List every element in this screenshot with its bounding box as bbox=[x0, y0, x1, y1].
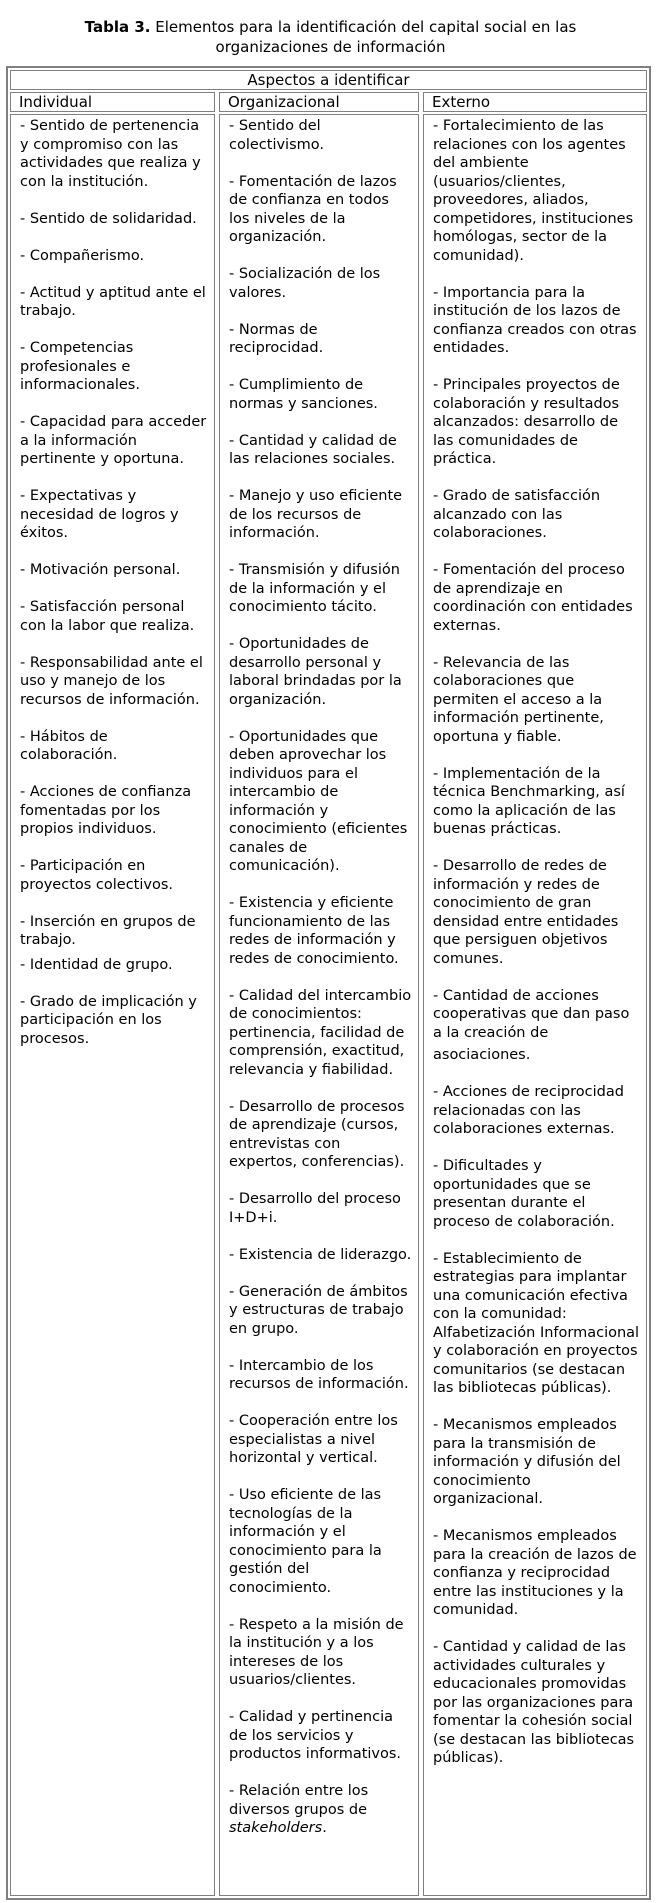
list-item: - Sentido de pertenencia y compromiso con las actividades que realiza y con la institución. bbox=[20, 118, 201, 190]
list-item: - Grado de satisfacción alcanzado con las colaboraciones. bbox=[433, 488, 601, 541]
list-item: - Participación en proyectos colectivos. bbox=[20, 858, 174, 893]
list-item: - Cantidad y calidad de las actividades culturales y educacionales promovidas por las organizaciones para fomentar la cohesión social (se destacan las bibliotecas públicas). bbox=[433, 1639, 635, 1766]
list-item: - Calidad del intercambio de conocimientos: pertinencia, facilidad de comprensión, exactitud, relevancia y fiabilidad. bbox=[229, 987, 412, 1078]
list-item bbox=[229, 1782, 412, 1838]
list-item: - Hábitos de colaboración. bbox=[20, 728, 118, 763]
list-item: - Grado de implicación y participación en los procesos. bbox=[20, 993, 197, 1047]
list-item: - Mecanismos empleados para la transmisión de información y difusión del conocimiento organizacional. bbox=[433, 1417, 621, 1507]
list-item: asociaciones. bbox=[433, 1047, 531, 1063]
list-item: - Fortalecimiento de las relaciones con los agentes del ambiente (usuarios/clientes, proveedores, aliados, competidores, instituciones homólogas, sector de la comunidad). bbox=[433, 118, 634, 264]
column-header-individual: Individual bbox=[10, 92, 215, 112]
list-item: - Cooperación entre los especialistas a nivel horizontal y vertical. bbox=[229, 1413, 398, 1466]
column-individual bbox=[10, 114, 215, 1896]
column-organizacional bbox=[219, 114, 419, 1896]
list-item: - Existencia de liderazgo. bbox=[229, 1246, 412, 1263]
list-item: - Cantidad de acciones cooperativas que dan paso a la creación de bbox=[433, 987, 630, 1041]
list-item: - Sentido del colectivismo. bbox=[229, 118, 324, 153]
table-caption bbox=[0, 0, 661, 57]
list-item: - Establecimiento de estrategias para implantar una comunicación efectiva con la comunidad: Alfabetización Informacional y colaboración en proyectos comunitarios (se destacan las bibliotecas públicas). bbox=[433, 1250, 640, 1396]
list-item-italic: stakeholders bbox=[229, 1820, 323, 1836]
list-item: - Actitud y aptitud ante el trabajo. bbox=[20, 284, 206, 319]
list-item: - Existencia y eficiente funcionamiento de las redes de información y redes de conocimiento. bbox=[229, 895, 399, 967]
list-item: - Cumplimiento de normas y sanciones. bbox=[229, 377, 378, 412]
column-header-organizacional: Organizacional bbox=[219, 92, 419, 112]
list-item: - Oportunidades de desarrollo personal y laboral brindadas por la organización. bbox=[229, 636, 402, 708]
caption-title-2: organizaciones de información bbox=[215, 38, 446, 56]
list-item: - Fomentación de lazos de confianza en todos los niveles de la organización. bbox=[229, 173, 397, 245]
list-item: - Manejo y uso eficiente de los recursos de información. bbox=[229, 488, 403, 541]
list-item: - Capacidad para acceder a la información pertinente y oportuna. bbox=[20, 414, 207, 467]
list-item: - Desarrollo de redes de información y redes de conocimiento de gran densidad entre entidades que persiguen objetivos comunes. bbox=[433, 858, 619, 967]
list-item: - Cantidad y calidad de las relaciones sociales. bbox=[229, 432, 397, 467]
capital-social-table bbox=[6, 66, 651, 1900]
list-item: - Principales proyectos de colaboración y resultados alcanzados: desarrollo de las comunidades de práctica. bbox=[433, 377, 620, 467]
list-item: - Identidad de grupo. bbox=[20, 956, 173, 973]
list-item: - Expectativas y necesidad de logros y éxitos. bbox=[20, 488, 179, 541]
caption-title-1: Elementos para la identificación del capital social en las bbox=[155, 18, 577, 36]
caption-line-1 bbox=[0, 17, 661, 37]
list-item: - Importancia para la institución de los lazos de confianza creados con otras entidades. bbox=[433, 284, 637, 356]
list-item: - Oportunidades que deben aprovechar los individuos para el intercambio de información y conocimiento (eficientes canales de comunicación). bbox=[229, 728, 408, 874]
list-item: - Normas de reciprocidad. bbox=[229, 321, 324, 356]
list-item: - Competencias profesionales e informacionales. bbox=[20, 340, 140, 393]
list-item: - Desarrollo del proceso I+D+i. bbox=[229, 1191, 401, 1226]
list-item: - Generación de ámbitos y estructuras de trabajo en grupo. bbox=[229, 1283, 408, 1337]
list-item: - Responsabilidad ante el uso y manejo de los recursos de información. bbox=[20, 654, 203, 708]
list-item: - Calidad y pertinencia de los servicios y productos informativos. bbox=[229, 1709, 402, 1762]
table-header: Aspectos a identificar bbox=[10, 70, 647, 90]
column-header-externo: Externo bbox=[423, 92, 647, 112]
list-item: - Mecanismos empleados para la creación de lazos de confianza y reciprocidad entre las instituciones y la comunidad. bbox=[433, 1528, 637, 1618]
list-item: - Inserción en grupos de trabajo. bbox=[20, 913, 196, 948]
list-item: - Transmisión y difusión de la información y el conocimiento tácito. bbox=[229, 562, 400, 615]
list-item: - Fomentación del proceso de aprendizaje en coordinación con entidades externas. bbox=[433, 562, 633, 634]
list-item: - Dificultades y oportunidades que se presentan durante el proceso de colaboración. bbox=[433, 1158, 615, 1230]
list-item: - Compañerismo. bbox=[20, 247, 145, 264]
list-item: - Relevancia de las colaboraciones que permiten el acceso a la información pertinente, oportuna y fiable. bbox=[433, 654, 604, 745]
list-item-text: - Relación entre los diversos grupos de bbox=[229, 1783, 369, 1818]
list-item: - Acciones de confianza fomentadas por los propios individuos. bbox=[20, 784, 192, 837]
list-item: - Satisfacción personal con la labor que realiza. bbox=[20, 599, 195, 634]
list-item: - Intercambio de los recursos de información. bbox=[229, 1357, 409, 1392]
list-item: - Desarrollo de procesos de aprendizaje (cursos, entrevistas con expertos, conferencias). bbox=[229, 1098, 405, 1170]
column-externo bbox=[423, 114, 647, 1896]
list-item-period: . bbox=[322, 1820, 327, 1836]
list-item: - Respeto a la misión de la institución y a los intereses de los usuarios/clientes. bbox=[229, 1616, 404, 1688]
list-item: - Uso eficiente de las tecnologías de la información y el conocimiento para la gestión del conocimiento. bbox=[229, 1487, 382, 1596]
list-item: - Acciones de reciprocidad relacionadas con las colaboraciones externas. bbox=[433, 1084, 624, 1137]
list-item: - Sentido de solidaridad. bbox=[20, 210, 197, 227]
list-item: - Socialización de los valores. bbox=[229, 266, 381, 301]
list-item: - Implementación de la técnica Benchmarking, así como la aplicación de las buenas prácticas. bbox=[433, 765, 625, 837]
caption-label: Tabla 3. bbox=[84, 18, 151, 36]
list-item: - Motivación personal. bbox=[20, 562, 181, 578]
